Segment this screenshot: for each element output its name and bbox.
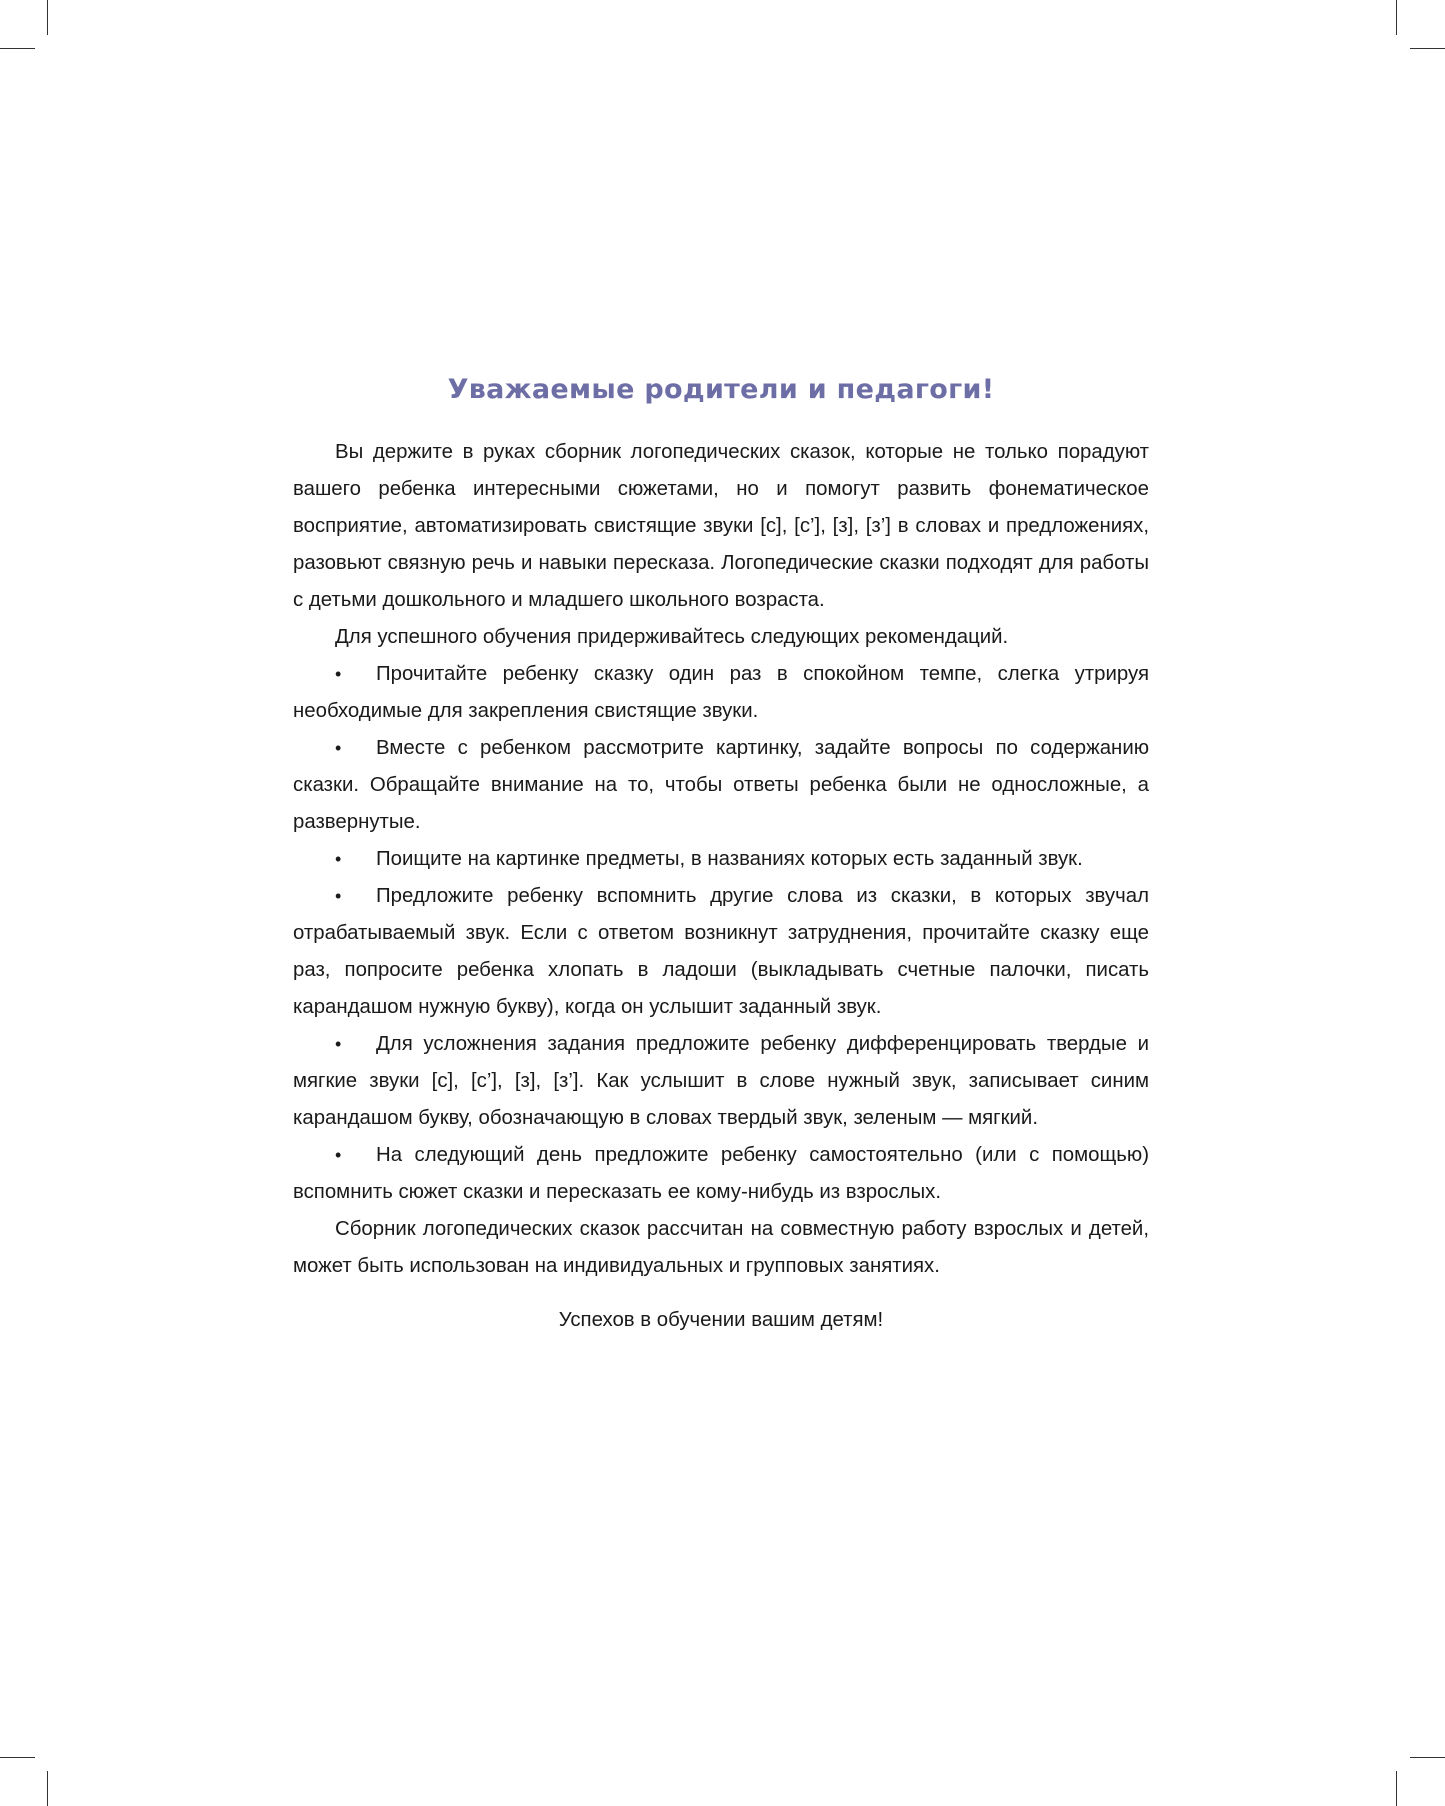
list-item-text: Поищите на картинке предметы, в названиях которых есть заданный звук. xyxy=(376,848,1083,870)
intro-paragraph: Вы держите в руках сборник логопедических сказок, которые не только порадуют вашего ребенка интересными сюжетами, но и помогут развить фонематическое восприятие, автоматизировать свистящие звуки [с], [с’], [з], [з’] в словах и предложениях, разовьют связную речь и навыки пересказа. Логопедические сказки подходят для работы с детьми дошкольного и младшего школьного возраста. xyxy=(293,441,1149,611)
list-item xyxy=(293,878,1149,1026)
bullet-icon: • xyxy=(335,738,342,758)
page-title: Уважаемые родители и педагоги! xyxy=(447,374,995,405)
bullet-icon: • xyxy=(335,886,342,906)
list-item xyxy=(293,1026,1149,1137)
crop-mark-bottom-right-vertical xyxy=(1396,1771,1397,1806)
crop-mark-bottom-left-horizontal xyxy=(0,1757,35,1758)
closing-wish: Успехов в обучении вашим детям! xyxy=(558,1309,884,1331)
list-item-text: Прочитайте ребенку сказку один раз в спокойном темпе, слегка утрируя необходимые для закрепления свистящие звуки. xyxy=(293,663,1149,722)
page-content xyxy=(293,368,1149,1359)
bullet-icon: • xyxy=(335,1145,342,1165)
list-item-text: Вместе с ребенком рассмотрите картинку, задайте вопросы по содержанию сказки. Обращайте внимание на то, чтобы ответы ребенка были не односложные, а развернутые. xyxy=(293,737,1149,833)
recommendations-lead: Для успешного обучения придерживайтесь следующих рекомендаций. xyxy=(335,626,1009,648)
crop-mark-bottom-right-horizontal xyxy=(1410,1757,1445,1758)
crop-mark-top-left-horizontal xyxy=(0,48,35,49)
crop-mark-bottom-left-vertical xyxy=(47,1771,48,1806)
bullet-icon: • xyxy=(335,664,342,684)
crop-mark-top-right-horizontal xyxy=(1410,48,1445,49)
crop-mark-top-left-vertical xyxy=(47,0,48,35)
bullet-icon: • xyxy=(335,849,342,869)
recommendations-list xyxy=(293,656,1149,1211)
list-item xyxy=(293,1137,1149,1211)
list-item-text: Для усложнения задания предложите ребенку дифференцировать твердые и мягкие звуки [с], [с’], [з], [з’]. Как услышит в слове нужный звук, записывает синим карандашом букву, обозначающую в словах твердый звук, зеленым — мягкий. xyxy=(293,1033,1149,1129)
list-item xyxy=(293,730,1149,841)
list-item xyxy=(293,656,1149,730)
outro-paragraph: Сборник логопедических сказок рассчитан на совместную работу взрослых и детей, может быть использован на индивидуальных и групповых занятиях. xyxy=(293,1218,1149,1277)
list-item-text: На следующий день предложите ребенку самостоятельно (или с помощью) вспомнить сюжет сказки и пересказать ее кому-нибудь из взрослых. xyxy=(293,1144,1149,1203)
list-item xyxy=(293,841,1149,878)
crop-mark-top-right-vertical xyxy=(1396,0,1397,35)
list-item-text: Предложите ребенку вспомнить другие слова из сказки, в которых звучал отрабатываемый звук. Если с ответом возникнут затруднения, прочитайте сказку еще раз, попросите ребенка хлопать в ладоши (выкладывать счетные палочки, писать карандашом нужную букву), когда он услышит заданный звук. xyxy=(293,885,1149,1018)
bullet-icon: • xyxy=(335,1034,342,1054)
